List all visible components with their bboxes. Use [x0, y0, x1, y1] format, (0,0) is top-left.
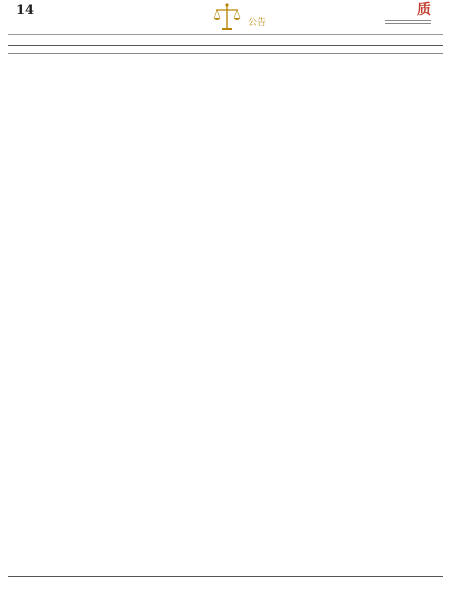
table-body: [8, 54, 443, 576]
logo-tagline-lines: [385, 20, 431, 24]
table-header: [8, 46, 443, 54]
announcement-table: [8, 45, 443, 577]
section-name: 公告: [248, 18, 267, 28]
page-header: [8, 0, 443, 35]
continued-from-line: [8, 36, 443, 43]
masthead-logo: [385, 2, 431, 32]
page-footer: [8, 577, 443, 589]
logo-mark: 质: [417, 2, 431, 18]
page-number: 14: [16, 3, 35, 18]
balance-scale-icon: [213, 2, 241, 32]
